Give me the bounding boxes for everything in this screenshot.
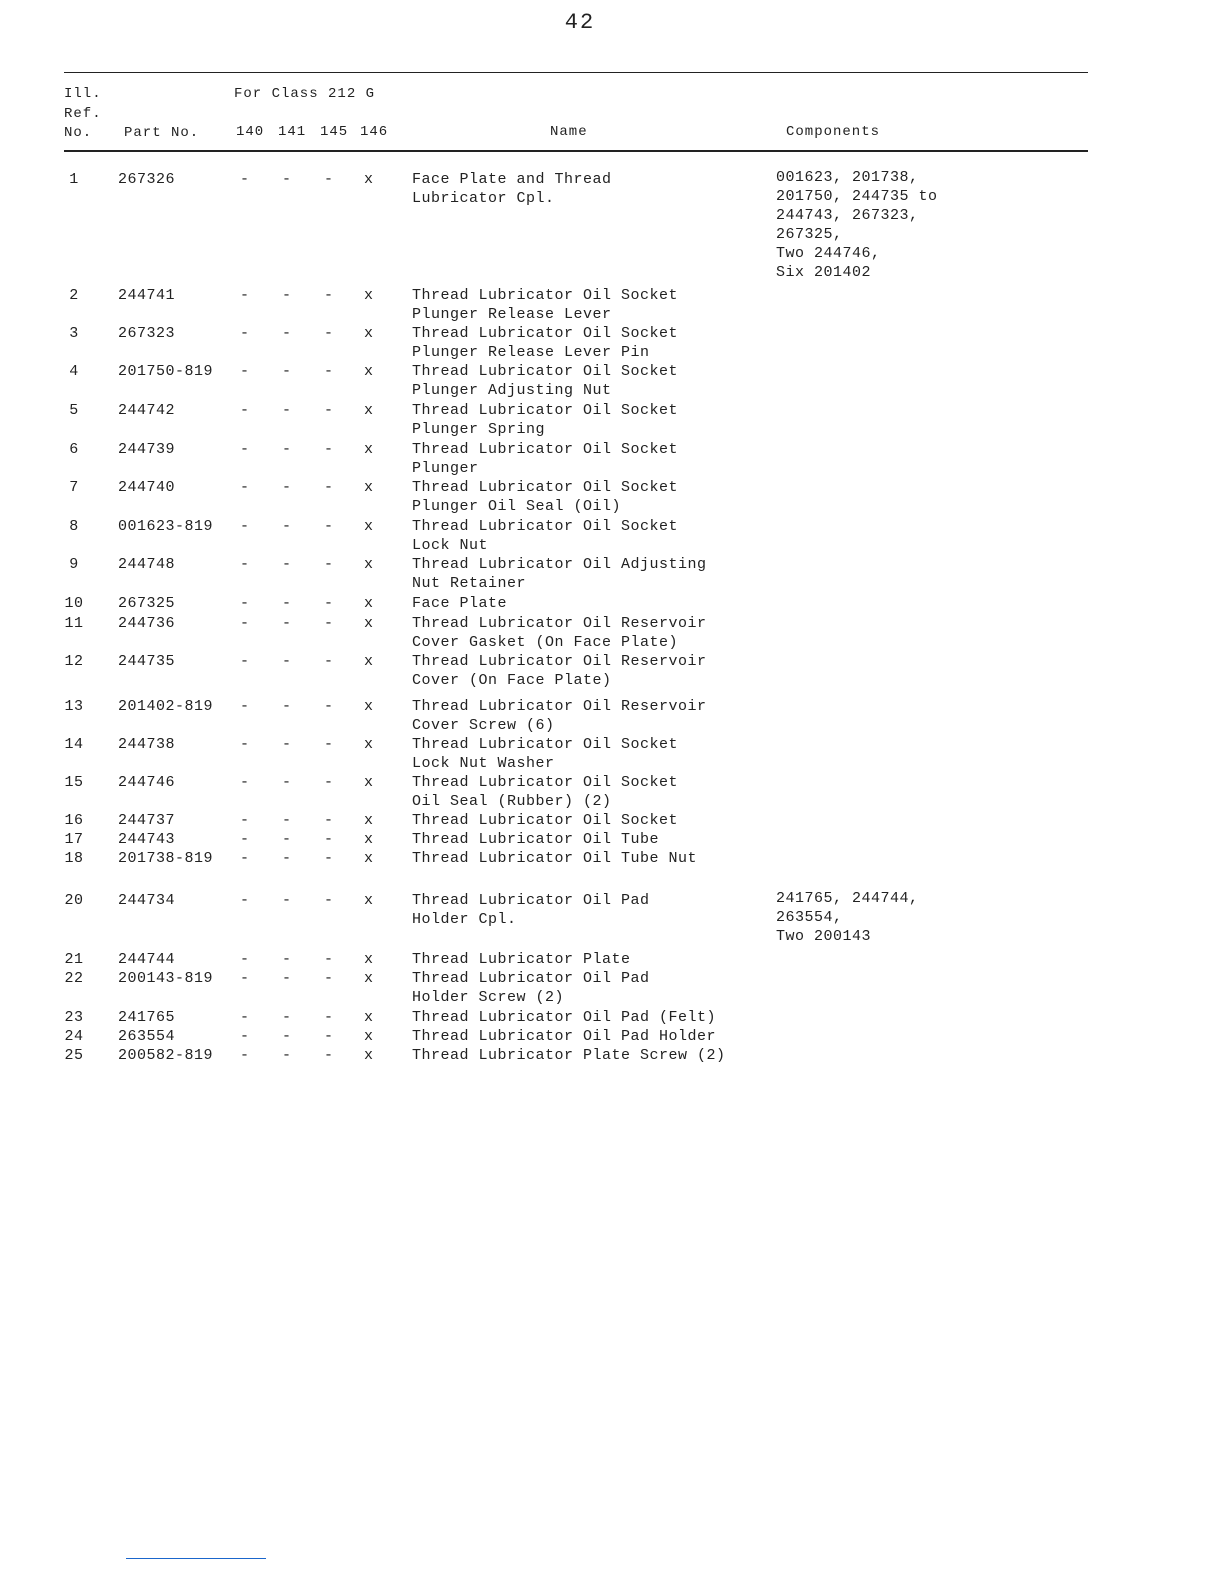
class-140-mark: - [240, 556, 250, 573]
class-140-mark: - [240, 171, 250, 188]
class-146-mark: x [364, 892, 374, 909]
part-name-line: Lock Nut Washer [412, 755, 555, 772]
class-141-mark: - [282, 325, 292, 342]
class-141-mark: - [282, 970, 292, 987]
class-146-mark: x [364, 556, 374, 573]
ref-number: 9 [69, 556, 79, 573]
class-140-mark: - [240, 774, 250, 791]
class-141-mark: - [282, 287, 292, 304]
part-number: 244742 [118, 402, 176, 419]
class-140-mark: - [240, 595, 250, 612]
header-no: No. [64, 125, 93, 141]
part-name-line: Thread Lubricator Oil Reservoir [412, 653, 707, 670]
class-146-mark: x [364, 831, 374, 848]
class-145-mark: - [324, 892, 334, 909]
component-line: 241765, 244744, [776, 890, 919, 907]
ref-number: 21 [64, 951, 84, 968]
class-145-mark: - [324, 171, 334, 188]
class-145-mark: - [324, 363, 334, 380]
part-name-line: Plunger Release Lever [412, 306, 612, 323]
class-140-mark: - [240, 892, 250, 909]
ref-number: 23 [64, 1009, 84, 1026]
part-number: 001623-819 [118, 518, 214, 535]
part-name-line: Thread Lubricator Oil Reservoir [412, 698, 707, 715]
part-name [412, 1046, 726, 1065]
class-145-mark: - [324, 287, 334, 304]
part-name [412, 735, 678, 773]
class-146-mark: x [364, 287, 374, 304]
class-141-mark: - [282, 171, 292, 188]
header-ill: Ill. [64, 86, 102, 102]
class-141-mark: - [282, 518, 292, 535]
class-140-mark: - [240, 518, 250, 535]
header-col-145: 145 [320, 124, 349, 140]
class-141-mark: - [282, 595, 292, 612]
part-name-line: Thread Lubricator Oil Adjusting [412, 556, 707, 573]
part-number: 267325 [118, 595, 176, 612]
class-145-mark: - [324, 774, 334, 791]
part-name [412, 1027, 716, 1046]
part-number: 267326 [118, 171, 176, 188]
class-146-mark: x [364, 363, 374, 380]
ref-number: 8 [69, 518, 79, 535]
component-line: 201750, 244735 to [776, 188, 938, 205]
class-146-mark: x [364, 736, 374, 753]
part-number: 244748 [118, 556, 176, 573]
class-140-mark: - [240, 736, 250, 753]
class-141-mark: - [282, 615, 292, 632]
part-name-line: Thread Lubricator Oil Pad Holder [412, 1028, 717, 1045]
class-145-mark: - [324, 1047, 334, 1064]
components-list [776, 168, 938, 282]
class-145-mark: - [324, 402, 334, 419]
part-name [412, 849, 697, 868]
part-name-line: Thread Lubricator Oil Pad (Felt) [412, 1009, 717, 1026]
bottom-link-line [126, 1558, 266, 1559]
class-145-mark: - [324, 556, 334, 573]
part-name-line: Lock Nut [412, 537, 489, 554]
part-number: 200582-819 [118, 1047, 214, 1064]
class-145-mark: - [324, 831, 334, 848]
class-140-mark: - [240, 441, 250, 458]
class-140-mark: - [240, 970, 250, 987]
class-140-mark: - [240, 287, 250, 304]
part-name [412, 950, 631, 969]
part-name-line: Plunger Adjusting Nut [412, 382, 612, 399]
part-name-line: Thread Lubricator Oil Socket [412, 774, 679, 791]
ref-number: 17 [64, 831, 84, 848]
ref-number: 15 [64, 774, 84, 791]
class-141-mark: - [282, 892, 292, 909]
class-140-mark: - [240, 615, 250, 632]
class-140-mark: - [240, 850, 250, 867]
class-146-mark: x [364, 653, 374, 670]
part-name-line: Holder Screw (2) [412, 989, 565, 1006]
ref-number: 1 [69, 171, 79, 188]
class-141-mark: - [282, 556, 292, 573]
class-140-mark: - [240, 479, 250, 496]
class-145-mark: - [324, 812, 334, 829]
class-140-mark: - [240, 402, 250, 419]
ref-number: 20 [64, 892, 84, 909]
header-ref: Ref. [64, 106, 102, 122]
header-col-141: 141 [278, 124, 307, 140]
class-146-mark: x [364, 1028, 374, 1045]
class-141-mark: - [282, 774, 292, 791]
class-141-mark: - [282, 402, 292, 419]
class-145-mark: - [324, 518, 334, 535]
class-145-mark: - [324, 1009, 334, 1026]
ref-number: 2 [69, 287, 79, 304]
class-146-mark: x [364, 518, 374, 535]
class-141-mark: - [282, 1028, 292, 1045]
ref-number: 16 [64, 812, 84, 829]
class-140-mark: - [240, 1009, 250, 1026]
ref-number: 18 [64, 850, 84, 867]
class-140-mark: - [240, 951, 250, 968]
header-part-no: Part No. [124, 125, 200, 141]
class-145-mark: - [324, 441, 334, 458]
class-146-mark: x [364, 402, 374, 419]
ref-number: 7 [69, 479, 79, 496]
component-line: 267325, [776, 226, 843, 243]
components-list [776, 889, 919, 946]
class-145-mark: - [324, 1028, 334, 1045]
class-146-mark: x [364, 774, 374, 791]
class-146-mark: x [364, 970, 374, 987]
part-name [412, 324, 678, 362]
ref-number: 24 [64, 1028, 84, 1045]
ref-number: 5 [69, 402, 79, 419]
part-name [412, 478, 678, 516]
class-140-mark: - [240, 1028, 250, 1045]
class-145-mark: - [324, 325, 334, 342]
component-line: Six 201402 [776, 264, 872, 281]
part-number: 201750-819 [118, 363, 214, 380]
part-name [412, 170, 612, 208]
part-name-line: Lubricator Cpl. [412, 190, 555, 207]
class-145-mark: - [324, 951, 334, 968]
part-number: 200143-819 [118, 970, 214, 987]
ref-number: 22 [64, 970, 84, 987]
part-name-line: Thread Lubricator Oil Socket [412, 402, 679, 419]
header-col-140: 140 [236, 124, 265, 140]
class-146-mark: x [364, 1047, 374, 1064]
class-146-mark: x [364, 1009, 374, 1026]
class-146-mark: x [364, 812, 374, 829]
part-name-line: Thread Lubricator Oil Socket [412, 518, 679, 535]
part-name [412, 830, 659, 849]
page-number: 42 [564, 10, 596, 35]
class-141-mark: - [282, 812, 292, 829]
part-name-line: Cover Gasket (On Face Plate) [412, 634, 679, 651]
class-141-mark: - [282, 1009, 292, 1026]
part-name-line: Thread Lubricator Oil Tube Nut [412, 850, 698, 867]
class-140-mark: - [240, 1047, 250, 1064]
ref-number: 25 [64, 1047, 84, 1064]
part-number: 201402-819 [118, 698, 214, 715]
part-name-line: Face Plate [412, 595, 508, 612]
part-name-line: Plunger Oil Seal (Oil) [412, 498, 622, 515]
part-name-line: Thread Lubricator Plate Screw (2) [412, 1047, 726, 1064]
class-145-mark: - [324, 736, 334, 753]
part-name-line: Thread Lubricator Plate [412, 951, 631, 968]
component-line: 001623, 201738, [776, 169, 919, 186]
component-line: 263554, [776, 909, 843, 926]
part-name-line: Thread Lubricator Oil Socket [412, 479, 679, 496]
header-name: Name [550, 124, 588, 140]
header-components: Components [786, 124, 881, 140]
part-name-line: Oil Seal (Rubber) (2) [412, 793, 612, 810]
ref-number: 12 [64, 653, 84, 670]
class-141-mark: - [282, 1047, 292, 1064]
part-name [412, 594, 507, 613]
ref-number: 14 [64, 736, 84, 753]
part-number: 244738 [118, 736, 176, 753]
part-name [412, 362, 678, 400]
class-145-mark: - [324, 595, 334, 612]
part-number: 244743 [118, 831, 176, 848]
part-name [412, 401, 678, 439]
class-141-mark: - [282, 479, 292, 496]
ref-number: 4 [69, 363, 79, 380]
part-number: 244746 [118, 774, 176, 791]
part-name [412, 652, 707, 690]
part-name-line: Plunger [412, 460, 479, 477]
part-name [412, 697, 707, 735]
part-name-line: Thread Lubricator Oil Socket [412, 812, 679, 829]
class-146-mark: x [364, 698, 374, 715]
class-145-mark: - [324, 970, 334, 987]
class-140-mark: - [240, 653, 250, 670]
part-number: 201738-819 [118, 850, 214, 867]
part-name [412, 440, 678, 478]
component-line: Two 244746, [776, 245, 881, 262]
part-number: 244741 [118, 287, 176, 304]
part-number: 244740 [118, 479, 176, 496]
part-number: 267323 [118, 325, 176, 342]
class-141-mark: - [282, 850, 292, 867]
part-number: 241765 [118, 1009, 176, 1026]
part-number: 263554 [118, 1028, 176, 1045]
header-for-class: For Class 212 G [234, 86, 376, 102]
part-name-line: Thread Lubricator Oil Socket [412, 363, 679, 380]
component-line: 244743, 267323, [776, 207, 919, 224]
part-name [412, 1008, 716, 1027]
class-141-mark: - [282, 698, 292, 715]
part-name [412, 891, 650, 929]
class-141-mark: - [282, 831, 292, 848]
class-145-mark: - [324, 479, 334, 496]
part-number: 244736 [118, 615, 176, 632]
class-146-mark: x [364, 171, 374, 188]
part-name-line: Thread Lubricator Oil Reservoir [412, 615, 707, 632]
part-name-line: Thread Lubricator Oil Tube [412, 831, 660, 848]
part-name [412, 555, 707, 593]
class-141-mark: - [282, 441, 292, 458]
part-name [412, 614, 707, 652]
part-name [412, 969, 650, 1007]
part-number: 244739 [118, 441, 176, 458]
part-number: 244734 [118, 892, 176, 909]
header-top-rule [64, 72, 1088, 73]
part-name-line: Thread Lubricator Oil Socket [412, 325, 679, 342]
class-140-mark: - [240, 812, 250, 829]
part-name-line: Plunger Spring [412, 421, 546, 438]
ref-number: 11 [64, 615, 84, 632]
part-name-line: Thread Lubricator Oil Socket [412, 736, 679, 753]
part-name [412, 773, 678, 811]
part-name-line: Nut Retainer [412, 575, 527, 592]
class-141-mark: - [282, 653, 292, 670]
part-name-line: Cover (On Face Plate) [412, 672, 612, 689]
class-145-mark: - [324, 850, 334, 867]
class-145-mark: - [324, 698, 334, 715]
header-col-146: 146 [360, 124, 389, 140]
class-146-mark: x [364, 951, 374, 968]
class-141-mark: - [282, 951, 292, 968]
part-name [412, 811, 678, 830]
class-146-mark: x [364, 595, 374, 612]
class-141-mark: - [282, 363, 292, 380]
part-number: 244737 [118, 812, 176, 829]
ref-number: 10 [64, 595, 84, 612]
part-name-line: Face Plate and Thread [412, 171, 612, 188]
part-name [412, 286, 678, 324]
part-name-line: Cover Screw (6) [412, 717, 555, 734]
component-line: Two 200143 [776, 928, 872, 945]
part-number: 244735 [118, 653, 176, 670]
part-name-line: Thread Lubricator Oil Pad [412, 970, 650, 987]
class-140-mark: - [240, 363, 250, 380]
class-146-mark: x [364, 615, 374, 632]
class-140-mark: - [240, 698, 250, 715]
class-146-mark: x [364, 441, 374, 458]
class-145-mark: - [324, 615, 334, 632]
ref-number: 3 [69, 325, 79, 342]
class-145-mark: - [324, 653, 334, 670]
class-141-mark: - [282, 736, 292, 753]
class-140-mark: - [240, 325, 250, 342]
class-140-mark: - [240, 831, 250, 848]
part-name-line: Thread Lubricator Oil Socket [412, 441, 679, 458]
part-name [412, 517, 678, 555]
class-146-mark: x [364, 479, 374, 496]
ref-number: 6 [69, 441, 79, 458]
ref-number: 13 [64, 698, 84, 715]
header-bottom-rule [64, 150, 1088, 152]
part-name-line: Plunger Release Lever Pin [412, 344, 650, 361]
part-name-line: Thread Lubricator Oil Pad [412, 892, 650, 909]
class-146-mark: x [364, 850, 374, 867]
part-number: 244744 [118, 951, 176, 968]
class-146-mark: x [364, 325, 374, 342]
part-name-line: Holder Cpl. [412, 911, 517, 928]
part-name-line: Thread Lubricator Oil Socket [412, 287, 679, 304]
